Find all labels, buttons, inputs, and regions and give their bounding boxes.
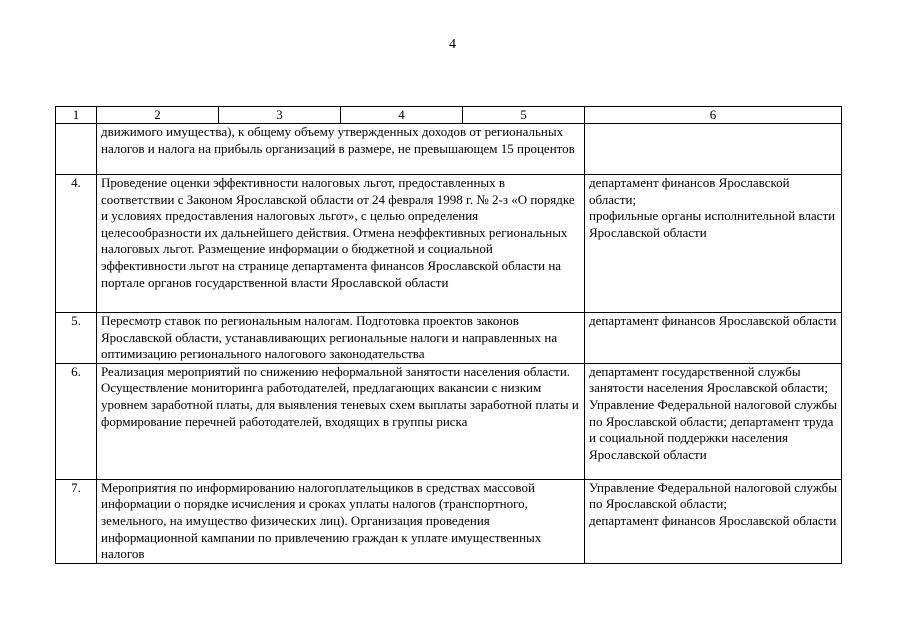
row-number: 6.	[56, 363, 97, 479]
column-header-3: 3	[219, 107, 341, 124]
column-header-5: 5	[463, 107, 585, 124]
measure-description: Пересмотр ставок по региональным налогам. Подготовка проектов законов Ярославской области, устанавливающих региональные налоги и направленных на оптимизацию регионального налогового законодательства	[97, 313, 585, 364]
responsible-party: департамент государственной службы занятости населения Ярославской области; Управление Федеральной налоговой службы по Ярославской области; департамент труда и социальной поддержки населения Ярославской области	[585, 363, 842, 479]
table-row	[56, 124, 842, 175]
row-number: 7.	[56, 479, 97, 563]
column-header-1: 1	[56, 107, 97, 124]
responsible-party: департамент финансов Ярославской области; профильные органы исполнительной власти Ярославской области	[585, 175, 842, 313]
responsible-party: Управление Федеральной налоговой службы по Ярославской области; департамент финансов Ярославской области	[585, 479, 842, 563]
column-header-4: 4	[341, 107, 463, 124]
row-number	[56, 124, 97, 175]
column-header-6: 6	[585, 107, 842, 124]
column-header-2: 2	[97, 107, 219, 124]
measure-description: Проведение оценки эффективности налоговых льгот, предоставленных в соответствии с Законом Ярославской области от 24 февраля 1998 г. № 2-з «О порядке и условиях предоставления налоговых льгот», с целью определения целесообразности их дальнейшего действия. Отмена неэффективных региональных налоговых льгот. Размещение информации о бюджетной и социальной эффективности льгот на странице департамента финансов Ярославской области на портале органов государственной власти Ярославской области	[97, 175, 585, 313]
row-number: 4.	[56, 175, 97, 313]
measure-description: движимого имущества), к общему объему утвержденных доходов от региональных налогов и налога на прибыль организаций в размере, не превышающем 15 процентов	[97, 124, 585, 175]
responsible-party: департамент финансов Ярославской области	[585, 313, 842, 364]
page-number: 4	[449, 37, 456, 52]
measure-description: Мероприятия по информированию налогоплательщиков в средствах массовой информации о порядке исчисления и сроках уплаты налогов (транспортного, земельного, на имущество физических лиц). Организация проведения информационной кампании по привлечению граждан к уплате имущественных налогов	[97, 479, 585, 563]
responsible-party	[585, 124, 842, 175]
measures-table	[55, 106, 842, 564]
measure-description: Реализация мероприятий по снижению неформальной занятости населения области. Осуществление мониторинга работодателей, предлагающих вакансии с низким уровнем заработной платы, для выявления теневых схем выплаты заработной платы и формирование перечней работодателей, входящих в группы риска	[97, 363, 585, 479]
row-number: 5.	[56, 313, 97, 364]
table-row	[56, 479, 842, 563]
table-row	[56, 313, 842, 364]
table-row	[56, 175, 842, 313]
table-row	[56, 363, 842, 479]
column-number-header-row	[56, 107, 842, 124]
